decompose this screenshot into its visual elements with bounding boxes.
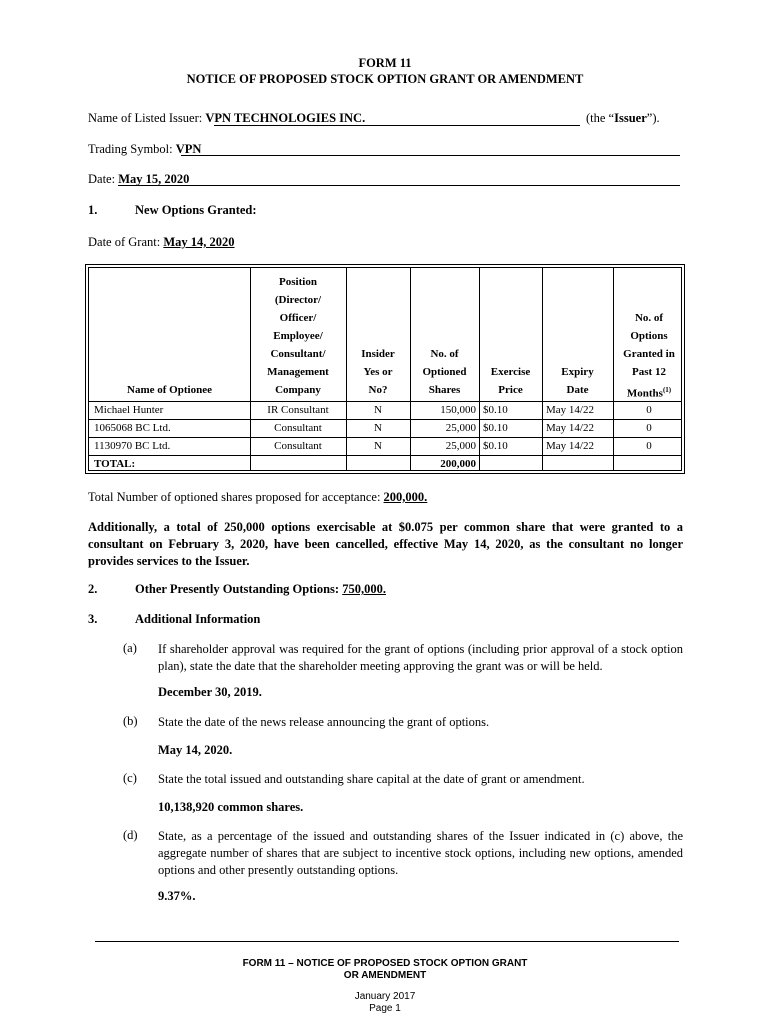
form-title: NOTICE OF PROPOSED STOCK OPTION GRANT OR AMENDMENT <box>186 72 584 86</box>
issuer-value: VPN TECHNOLOGIES INC. <box>205 111 366 125</box>
row-2-price: $0.10 <box>483 422 508 434</box>
row-3-insider: N <box>374 440 382 452</box>
item-d-answer: 9.37%. <box>158 889 196 903</box>
row-2-shares: 25,000 <box>445 422 476 434</box>
item-c-answer: 10,138,920 common shares. <box>158 800 304 814</box>
issuer-label: Name of Listed Issuer: <box>88 111 203 125</box>
section3-title: Additional Information <box>135 612 261 626</box>
item-a-answer: December 30, 2019. <box>158 685 262 699</box>
row-3-shares: 25,000 <box>445 440 476 452</box>
item-a-letter: (a) <box>123 641 137 655</box>
item-b-letter: (b) <box>123 714 138 728</box>
item-c-text: State the total issued and outstanding share capital at the date of grant or amendment. <box>158 772 585 786</box>
symbol-label: Trading Symbol: <box>88 142 173 156</box>
header-name: Name of Optionee <box>127 384 212 396</box>
total-optioned-row <box>88 490 427 505</box>
footer-title-line1: FORM 11 – NOTICE OF PROPOSED STOCK OPTION GRANT <box>242 958 528 969</box>
section2-row <box>135 582 386 597</box>
date-label: Date: <box>88 172 116 186</box>
row-1-expiry: May 14/22 <box>546 404 594 416</box>
header-price: Exercise Price <box>490 366 531 396</box>
grant-date-value: May 14, 2020 <box>163 235 235 249</box>
symbol-underline <box>181 155 680 156</box>
footer-date: January 2017 <box>354 991 416 1002</box>
item-d-letter: (d) <box>123 828 138 842</box>
issuer-suffix: (the “Issuer”). <box>586 111 660 125</box>
grant-date-row <box>88 235 235 250</box>
grant-date-label: Date of Grant: <box>88 235 161 249</box>
header-insider: Insider Yes or No? <box>361 348 395 396</box>
row-1-shares: 150,000 <box>440 404 476 416</box>
header-position: Position (Director/ Officer/ Employee/ Consultant/ Management Company <box>267 276 329 396</box>
issuer-underline <box>214 125 580 126</box>
item-b-text: State the date of the news release announcing the grant of options. <box>158 715 490 729</box>
additional-note: Additionally, a total of 250,000 options exercisable at $0.075 per common share that were granted to a consultant on February 3, 2020, have been cancelled, effective May 14, 2020, as the consultant no longer provides services to the Issuer. <box>88 520 683 568</box>
date-underline <box>118 185 680 186</box>
row-3-price: $0.10 <box>483 440 508 452</box>
row-1-granted: 0 <box>646 404 652 416</box>
total-label: TOTAL: <box>94 458 136 470</box>
total-value: 200,000 <box>440 458 476 470</box>
section2-number: 2. <box>88 582 98 596</box>
row-1-insider: N <box>374 404 382 416</box>
date-value: May 15, 2020 <box>118 172 190 186</box>
row-1-price: $0.10 <box>483 404 508 416</box>
section3-number: 3. <box>88 612 98 626</box>
item-b-answer: May 14, 2020. <box>158 743 233 757</box>
row-3-name: 1130970 BC Ltd. <box>94 440 171 452</box>
row-2-expiry: May 14/22 <box>546 422 594 434</box>
row-1-name: Michael Hunter <box>94 404 164 416</box>
options-table <box>85 264 685 474</box>
item-d-text: State, as a percentage of the issued and outstanding shares of the Issuer indicated in (c) above, the aggregate number of shares that are subject to incentive stock options, including new options, amended options and other presently outstanding options. <box>158 829 683 877</box>
section1-number: 1. <box>88 203 98 217</box>
symbol-value: VPN <box>175 142 202 156</box>
row-3-expiry: May 14/22 <box>546 440 594 452</box>
section1-title: New Options Granted: <box>135 203 257 217</box>
form-number: FORM 11 <box>358 56 412 70</box>
footer-rule <box>95 941 679 942</box>
header-expiry: Expiry Date <box>561 366 594 396</box>
section2-title: Other Presently Outstanding Options: <box>135 582 340 596</box>
row-2-position: Consultant <box>274 422 322 434</box>
row-2-granted: 0 <box>646 422 652 434</box>
item-c-letter: (c) <box>123 771 137 785</box>
row-2-name: 1065068 BC Ltd. <box>94 422 171 434</box>
total-optioned-value: 200,000. <box>383 490 428 504</box>
row-2-insider: N <box>374 422 382 434</box>
item-a-text: If shareholder approval was required for the grant of options (including prior approval of a stock option plan), state the date that the shareholder meeting approving the grant was or will be held. <box>158 642 683 673</box>
footer-title-line2: OR AMENDMENT <box>343 970 427 981</box>
issuer-row <box>88 111 365 126</box>
header-optioned: No. of Optioned Shares <box>422 348 467 396</box>
row-1-position: IR Consultant <box>267 404 329 416</box>
footer-page: Page 1 <box>369 1003 401 1014</box>
total-optioned-label: Total Number of optioned shares proposed for acceptance: <box>88 490 381 504</box>
section2-value: 750,000. <box>342 582 386 596</box>
row-3-position: Consultant <box>274 440 322 452</box>
row-3-granted: 0 <box>646 440 652 452</box>
header-granted: No. of Options Granted in Past 12 Months$^{(1)}$ <box>623 312 675 400</box>
